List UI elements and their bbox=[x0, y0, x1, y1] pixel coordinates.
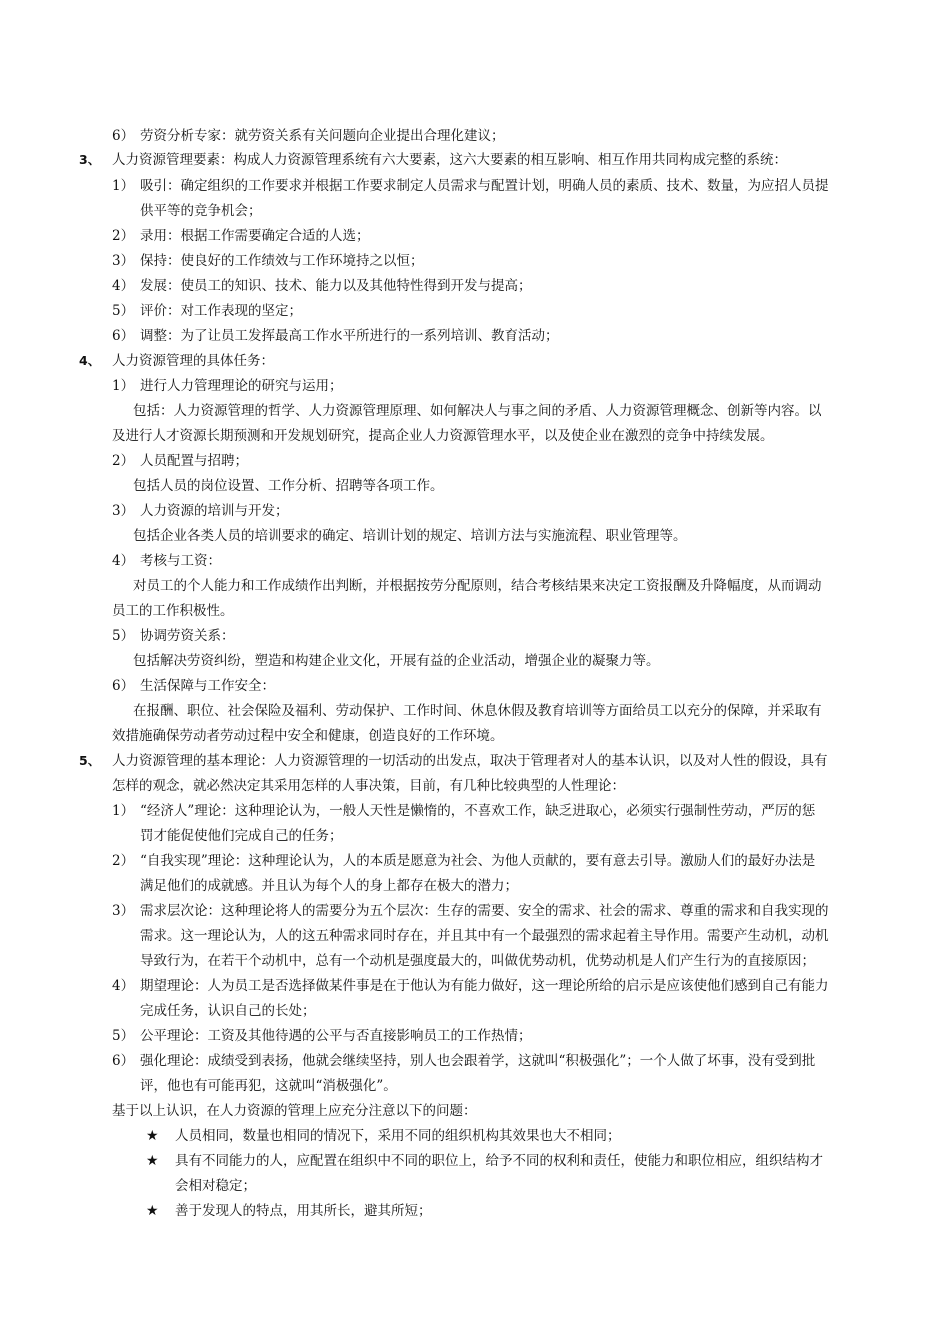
item-paragraph-cont: 及进行人才资源长期预测和开发规划研究，提高企业人力资源管理水平，以及使企业在激烈的竞争中持续发展。 bbox=[112, 428, 774, 444]
bullet-text: 具有不同能力的人，应配置在组织中不同的职位上，给予不同的权利和责任，使能力和职位相应，组织结构才 bbox=[175, 1153, 823, 1169]
bullet-text: 善于发现人的特点，用其所长，避其所短； bbox=[175, 1203, 432, 1219]
item-text: 劳资分析专家：就劳资关系有关问题向企业提出合理化建议； bbox=[140, 128, 505, 144]
bullet-text-cont: 会相对稳定； bbox=[175, 1178, 256, 1194]
item-text-cont: 完成任务，认识自己的长处； bbox=[140, 1003, 316, 1019]
item-text-cont: 满足他们的成就感。并且认为每个人的身上都存在极大的潜力； bbox=[140, 878, 518, 894]
item-number: 6） bbox=[112, 328, 135, 344]
section-heading: 人力资源管理的具体任务： bbox=[112, 353, 274, 369]
item-text: “自我实现”理论：这种理论认为，人的本质是愿意为社会、为他人贡献的，要有意去引导。激励人们的最好办法是 bbox=[140, 853, 816, 869]
item-text-cont: 罚才能促使他们完成自己的任务； bbox=[140, 828, 343, 844]
item-heading: 协调劳资关系： bbox=[140, 628, 235, 644]
item-number: 5） bbox=[112, 1028, 135, 1044]
item-number: 6） bbox=[112, 1053, 135, 1069]
item-text: 录用：根据工作需要确定合适的人选； bbox=[140, 228, 370, 244]
item-number: 3） bbox=[112, 903, 135, 919]
item-paragraph: 对员工的个人能力和工作成绩作出判断，并根据按劳分配原则，结合考核结果来决定工资报酬及升降幅度，从而调动 bbox=[133, 578, 822, 594]
item-text: 吸引：确定组织的工作要求并根据工作要求制定人员需求与配置计划，明确人员的素质、技术、数量，为应招人员提 bbox=[140, 178, 829, 194]
item-paragraph-cont: 员工的工作积极性。 bbox=[112, 603, 234, 619]
item-text: “经济人”理论：这种理论认为，一般人天性是懒惰的，不喜欢工作，缺乏进取心，必须实行强制性劳动，严厉的惩 bbox=[140, 803, 816, 819]
item-text: 评价：对工作表现的坚定； bbox=[140, 303, 302, 319]
item-text: 期望理论：人为员工是否选择做某件事是在于他认为有能力做好，这一理论所给的启示是应该使他们感到自己有能力 bbox=[140, 978, 829, 994]
item-number: 2） bbox=[112, 853, 135, 869]
item-text: 发展：使员工的知识、技术、能力以及其他特性得到开发与提高； bbox=[140, 278, 532, 294]
section-number: 3、 bbox=[79, 152, 101, 167]
item-text-cont: 供平等的竞争机会； bbox=[140, 203, 262, 219]
item-number: 6） bbox=[112, 678, 135, 694]
summary-text: 基于以上认识，在人力资源的管理上应充分注意以下的问题： bbox=[112, 1103, 477, 1119]
item-number: 4） bbox=[112, 978, 135, 994]
item-heading: 进行人力管理理论的研究与运用； bbox=[140, 378, 343, 394]
section-heading: 人力资源管理要素：构成人力资源管理系统有六大要素，这六大要素的相互影响、相互作用共同构成完整的系统： bbox=[112, 152, 787, 168]
item-number: 3） bbox=[112, 253, 135, 269]
item-text: 需求层次论：这种理论将人的需要分为五个层次：生存的需要、安全的需求、社会的需求、尊重的需求和自我实现的 bbox=[140, 903, 829, 919]
star-bullet-icon: ★ bbox=[146, 1153, 159, 1169]
item-number: 3） bbox=[112, 503, 135, 519]
item-text: 公平理论：工资及其他待遇的公平与否直接影响员工的工作热情； bbox=[140, 1028, 532, 1044]
section-number: 4、 bbox=[79, 353, 101, 368]
item-number: 1） bbox=[112, 803, 135, 819]
item-number: 2） bbox=[112, 228, 135, 244]
item-text-cont: 需求。这一理论认为，人的这五种需求同时存在，并且其中有一个最强烈的需求起着主导作用。需要产生动机，动机 bbox=[140, 928, 829, 944]
item-number: 4） bbox=[112, 553, 135, 569]
item-text: 调整：为了让员工发挥最高工作水平所进行的一系列培训、教育活动； bbox=[140, 328, 559, 344]
item-number: 1） bbox=[112, 178, 135, 194]
item-text-cont: 导致行为，在若干个动机中，总有一个动机是强度最大的，叫做优势动机，优势动机是人们产生行为的直接原因； bbox=[140, 953, 815, 969]
item-number: 1） bbox=[112, 378, 135, 394]
item-paragraph: 在报酬、职位、社会保险及福利、劳动保护、工作时间、休息休假及教育培训等方面给员工以充分的保障，并采取有 bbox=[133, 703, 822, 719]
item-number: 6） bbox=[112, 128, 135, 144]
star-bullet-icon: ★ bbox=[146, 1128, 159, 1144]
star-bullet-icon: ★ bbox=[146, 1203, 159, 1219]
item-heading: 生活保障与工作安全： bbox=[140, 678, 275, 694]
item-number: 5） bbox=[112, 628, 135, 644]
item-paragraph: 包括企业各类人员的培训要求的确定、培训计划的规定、培训方法与实施流程、职业管理等。 bbox=[133, 528, 687, 544]
section-heading-cont: 怎样的观念，就必然决定其采用怎样的人事决策，目前，有几种比较典型的人性理论： bbox=[112, 778, 625, 794]
bullet-text: 人员相同，数量也相同的情况下，采用不同的组织机构其效果也大不相同； bbox=[175, 1128, 621, 1144]
item-heading: 人员配置与招聘； bbox=[140, 453, 248, 469]
item-heading: 考核与工资： bbox=[140, 553, 221, 569]
item-text-cont: 评，他也有可能再犯，这就叫“消极强化”。 bbox=[140, 1078, 397, 1094]
item-heading: 人力资源的培训与开发； bbox=[140, 503, 289, 519]
item-text: 保持：使良好的工作绩效与工作环境持之以恒； bbox=[140, 253, 424, 269]
section-heading: 人力资源管理的基本理论：人力资源管理的一切活动的出发点，取决于管理者对人的基本认识，以及对人性的假设，具有 bbox=[112, 753, 828, 769]
item-paragraph: 包括：人力资源管理的哲学、人力资源管理原理、如何解决人与事之间的矛盾、人力资源管理概念、创新等内容。以 bbox=[133, 403, 822, 419]
item-number: 4） bbox=[112, 278, 135, 294]
item-number: 5） bbox=[112, 303, 135, 319]
item-paragraph-cont: 效措施确保劳动者劳动过程中安全和健康，创造良好的工作环境。 bbox=[112, 728, 504, 744]
item-text: 强化理论：成绩受到表扬，他就会继续坚持，别人也会跟着学，这就叫“积极强化”；一个人做了坏事，没有受到批 bbox=[140, 1053, 816, 1069]
item-paragraph: 包括解决劳资纠纷，塑造和构建企业文化，开展有益的企业活动，增强企业的凝聚力等。 bbox=[133, 653, 660, 669]
section-number: 5、 bbox=[79, 753, 101, 768]
item-number: 2） bbox=[112, 453, 135, 469]
item-paragraph: 包括人员的岗位设置、工作分析、招聘等各项工作。 bbox=[133, 478, 444, 494]
